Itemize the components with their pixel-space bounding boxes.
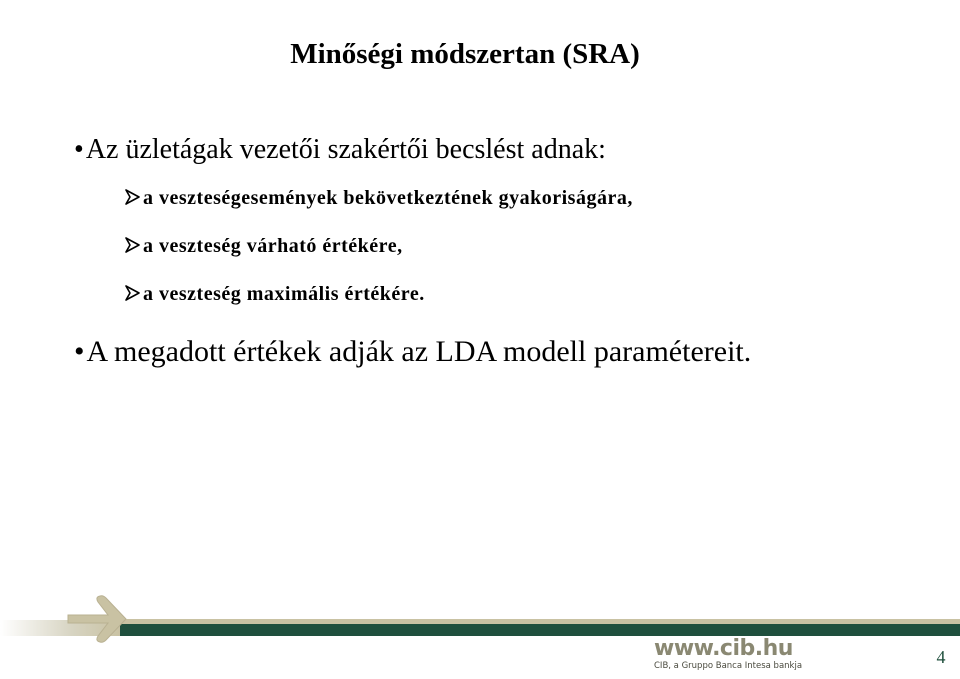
arrowhead-bullet-icon xyxy=(124,189,140,205)
bullet-marker: • xyxy=(74,335,85,368)
slide-title: Minőségi módszertan (SRA) xyxy=(290,38,640,70)
bullet-text: A megadott értékek adják az LDA modell paramétereit. xyxy=(86,335,752,368)
footer-url: www.cib.hu xyxy=(654,636,793,661)
arrowhead-bullet-icon xyxy=(124,237,140,253)
footer-tagline: CIB, a Gruppo Banca Intesa bankja xyxy=(654,661,803,671)
sub-bullet-text: a veszteség várható értékére, xyxy=(143,235,403,257)
sub-bullet-text: a veszteségesemények bekövetkeztének gyakoriságára, xyxy=(143,187,633,209)
page-number: 4 xyxy=(936,647,946,667)
sub-bullet-item xyxy=(124,185,633,211)
bullet-item xyxy=(74,333,751,371)
footer-band-dark xyxy=(120,624,960,636)
arrowhead-bullet-icon xyxy=(124,285,140,301)
sub-bullet-item xyxy=(124,233,403,259)
right-arrow-logo-icon xyxy=(64,593,136,645)
bullet-item xyxy=(74,132,606,168)
sub-bullet-text: a veszteség maximális értékére. xyxy=(143,283,425,305)
bullet-text: Az üzletágak vezetői szakértői becslést adnak: xyxy=(85,134,606,165)
sub-bullet-item xyxy=(124,281,425,307)
bullet-marker: • xyxy=(74,134,84,165)
